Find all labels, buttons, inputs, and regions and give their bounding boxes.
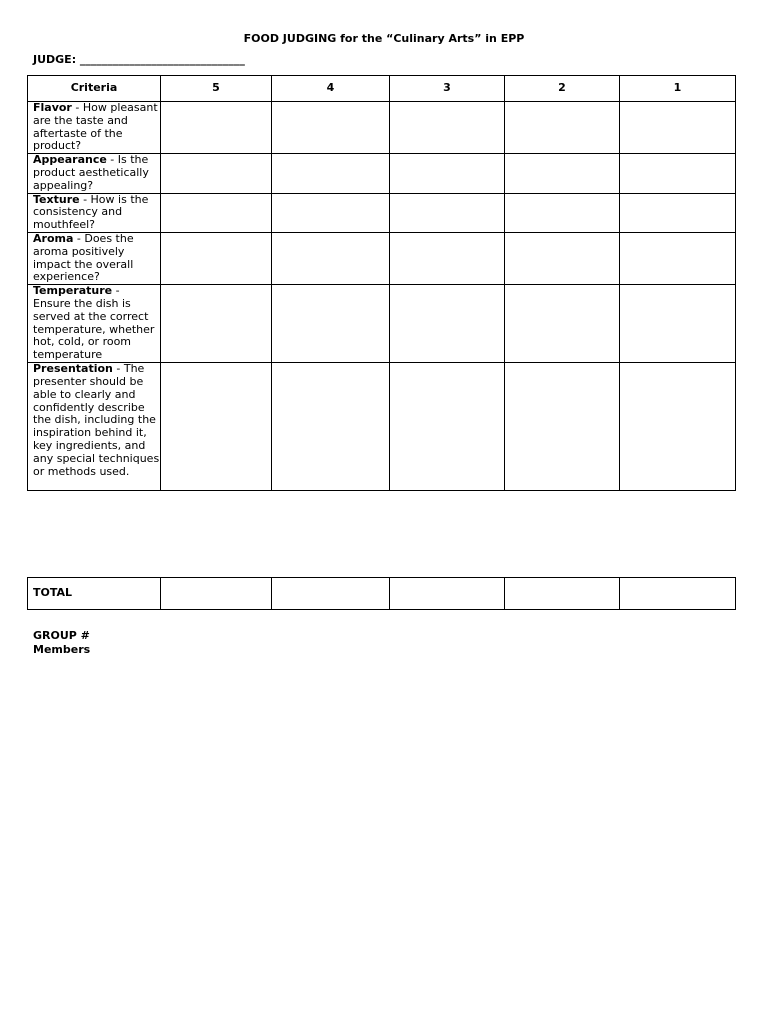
score-cell-1[interactable] (620, 363, 736, 491)
score-cell-1[interactable] (620, 154, 736, 193)
score-cell-5[interactable] (161, 285, 272, 363)
total-cell-4[interactable] (272, 578, 390, 610)
total-table (27, 577, 736, 610)
score-cell-4[interactable] (272, 363, 390, 491)
score-cell-1[interactable] (620, 102, 736, 154)
total-cell-3[interactable] (390, 578, 505, 610)
criteria-cell (28, 154, 161, 193)
rubric-table (27, 75, 736, 491)
members-label: Members (33, 643, 91, 656)
criteria-name: Temperature (33, 284, 113, 298)
total-cell-1[interactable] (620, 578, 736, 610)
criteria-name: Texture (33, 192, 80, 206)
criteria-row-texture (28, 193, 736, 232)
criteria-description: - The presenter should be able to clearly and confidently describe the dish, including the inspiration behind it, key ingredients, and any special techniques or methods used. (33, 362, 160, 478)
header-score-4: 4 (272, 76, 390, 102)
header-score-2: 2 (505, 76, 620, 102)
score-cell-4[interactable] (272, 193, 390, 232)
header-score-5: 5 (161, 76, 272, 102)
score-cell-1[interactable] (620, 285, 736, 363)
header-score-3: 3 (390, 76, 505, 102)
total-row (28, 578, 736, 610)
score-cell-4[interactable] (272, 102, 390, 154)
score-cell-5[interactable] (161, 102, 272, 154)
total-label: TOTAL (28, 578, 161, 610)
criteria-name: Flavor (33, 101, 72, 114)
judge-line: JUDGE: ______________________________ (33, 53, 245, 66)
score-cell-3[interactable] (390, 154, 505, 193)
criteria-row-aroma (28, 232, 736, 284)
header-score-1: 1 (620, 76, 736, 102)
score-cell-1[interactable] (620, 193, 736, 232)
score-cell-2[interactable] (505, 232, 620, 284)
document-title: FOOD JUDGING for the “Culinary Arts” in EPP (243, 32, 525, 45)
criteria-description: - Ensure the dish is served at the correct temperature, whether hot, cold, or room temperature (33, 284, 155, 362)
score-cell-2[interactable] (505, 363, 620, 491)
criteria-cell (28, 285, 161, 363)
score-cell-4[interactable] (272, 154, 390, 193)
criteria-row-appearance (28, 154, 736, 193)
total-cell-5[interactable] (161, 578, 272, 610)
criteria-cell (28, 193, 161, 232)
score-cell-5[interactable] (161, 232, 272, 284)
score-cell-5[interactable] (161, 193, 272, 232)
header-row (28, 76, 736, 102)
score-cell-2[interactable] (505, 193, 620, 232)
score-cell-5[interactable] (161, 154, 272, 193)
score-cell-3[interactable] (390, 285, 505, 363)
score-cell-1[interactable] (620, 232, 736, 284)
criteria-row-flavor (28, 102, 736, 154)
group-number-label: GROUP # (33, 629, 90, 642)
criteria-name: Presentation (33, 362, 113, 376)
criteria-description: - Is the product aesthetically appealing? (33, 153, 149, 192)
criteria-name: Aroma (33, 231, 74, 245)
criteria-cell (28, 232, 161, 284)
criteria-name: Appearance (33, 153, 107, 167)
criteria-cell (28, 102, 161, 154)
criteria-row-presentation (28, 363, 736, 491)
score-cell-5[interactable] (161, 363, 272, 491)
score-cell-4[interactable] (272, 285, 390, 363)
score-cell-4[interactable] (272, 232, 390, 284)
score-cell-2[interactable] (505, 154, 620, 193)
score-cell-3[interactable] (390, 232, 505, 284)
total-cell-2[interactable] (505, 578, 620, 610)
criteria-row-temperature (28, 285, 736, 363)
score-cell-3[interactable] (390, 193, 505, 232)
criteria-cell (28, 363, 161, 491)
header-criteria: Criteria (28, 76, 161, 102)
criteria-description: - How is the consistency and mouthfeel? (33, 192, 149, 232)
score-cell-3[interactable] (390, 102, 505, 154)
criteria-description: - Does the aroma positively impact the overall experience? (33, 231, 134, 284)
score-cell-2[interactable] (505, 285, 620, 363)
score-cell-2[interactable] (505, 102, 620, 154)
criteria-description: - How pleasant are the taste and aftertaste of the product? (33, 101, 158, 153)
score-cell-3[interactable] (390, 363, 505, 491)
